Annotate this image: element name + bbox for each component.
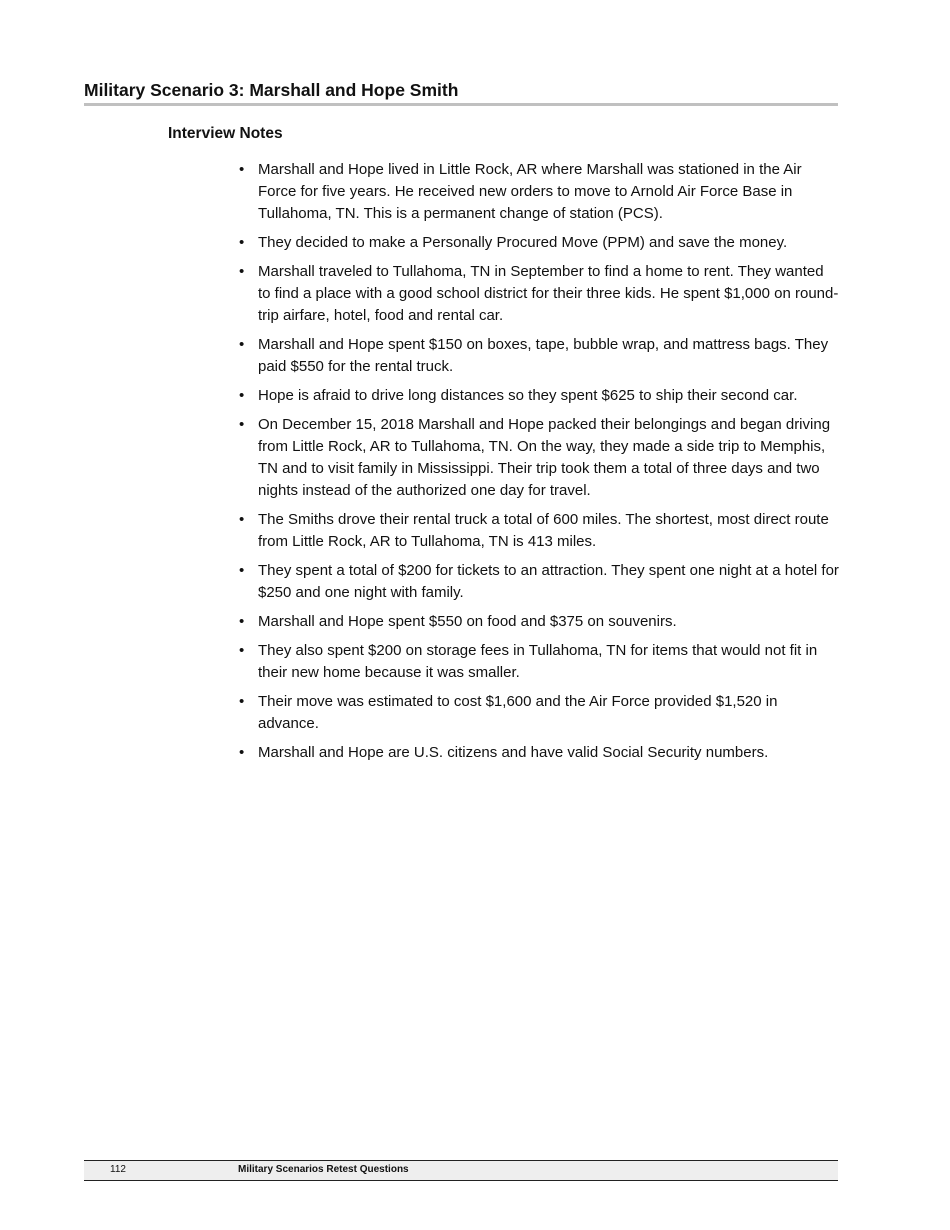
list-item: [239, 385, 840, 407]
title-rule: [84, 103, 838, 106]
list-item: [239, 691, 840, 735]
list-item: [239, 640, 840, 684]
list-item: [239, 560, 840, 604]
bullet-icon: •: [239, 511, 245, 528]
bullet-icon: •: [239, 613, 245, 630]
list-item: [239, 414, 840, 502]
list-item-text: Marshall and Hope spent $550 on food and $375 on souvenirs.: [258, 613, 677, 630]
page-number: 112: [110, 1164, 126, 1175]
list-item-text: On December 15, 2018 Marshall and Hope packed their belongings and began driving from Little Rock, AR to Tullahoma, TN. On the way, they made a side trip to Memphis, TN and to visit family in Mississippi. Their trip took them a total of three days and two nights instead of the authorized one day for travel.: [258, 416, 831, 499]
list-item-text: Marshall and Hope are U.S. citizens and have valid Social Security numbers.: [258, 744, 769, 761]
bullet-icon: •: [239, 263, 245, 280]
list-item-text: Their move was estimated to cost $1,600 and the Air Force provided $1,520 in advance.: [258, 693, 778, 732]
bullet-icon: •: [239, 387, 245, 404]
page-footer: [84, 1160, 838, 1181]
list-item-text: They decided to make a Personally Procured Move (PPM) and save the money.: [258, 234, 788, 251]
bullet-icon: •: [239, 693, 245, 710]
list-item: [239, 232, 840, 254]
section-heading: Interview Notes: [168, 125, 283, 142]
bullet-icon: •: [239, 234, 245, 251]
bullet-icon: •: [239, 336, 245, 353]
list-item-text: Hope is afraid to drive long distances so they spent $625 to ship their second car.: [258, 387, 798, 404]
bullet-icon: •: [239, 416, 245, 433]
list-item-text: Marshall traveled to Tullahoma, TN in September to find a home to rent. They wanted to find a place with a good school district for their three kids. He spent $1,000 on round-trip airfare, hotel, food and rental car.: [258, 263, 839, 324]
list-item-text: They also spent $200 on storage fees in Tullahoma, TN for items that would not fit in their new home because it was smaller.: [258, 642, 818, 681]
list-item: [239, 261, 840, 327]
list-item: [239, 742, 840, 764]
bullet-icon: •: [239, 744, 245, 761]
footer-title: Military Scenarios Retest Questions: [238, 1164, 409, 1175]
bullet-icon: •: [239, 562, 245, 579]
list-item-text: The Smiths drove their rental truck a total of 600 miles. The shortest, most direct route from Little Rock, AR to Tullahoma, TN is 413 miles.: [258, 511, 829, 550]
interview-notes-list: [239, 159, 840, 771]
list-item-text: Marshall and Hope spent $150 on boxes, tape, bubble wrap, and mattress bags. They paid $550 for the rental truck.: [258, 336, 829, 375]
page-title: Military Scenario 3: Marshall and Hope Smith: [84, 80, 459, 100]
list-item-text: They spent a total of $200 for tickets to an attraction. They spent one night at a hotel for $250 and one night with family.: [258, 562, 839, 601]
list-item: [239, 159, 840, 225]
list-item: [239, 509, 840, 553]
bullet-icon: •: [239, 161, 245, 178]
bullet-icon: •: [239, 642, 245, 659]
list-item-text: Marshall and Hope lived in Little Rock, AR where Marshall was stationed in the Air Force for five years. He received new orders to move to Arnold Air Force Base in Tullahoma, TN. This is a permanent change of station (PCS).: [258, 161, 802, 222]
list-item: [239, 334, 840, 378]
list-item: [239, 611, 840, 633]
